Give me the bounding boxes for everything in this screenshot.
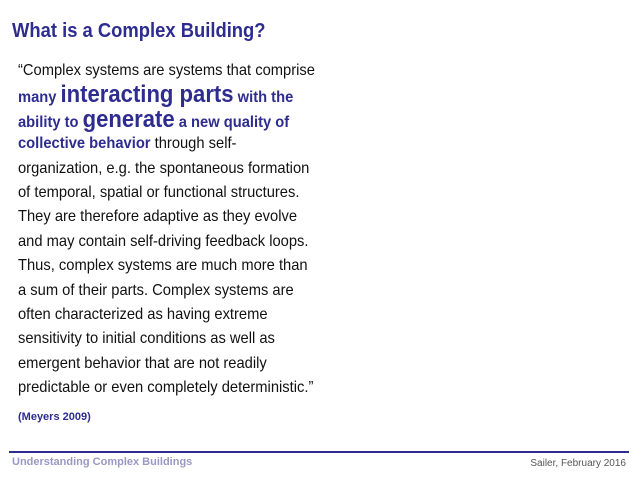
quote-line: and may contain self-driving feedback loops. <box>18 232 309 250</box>
slide-title: What is a Complex Building? <box>12 20 266 42</box>
quote-line <box>18 83 322 107</box>
emphasis-text: with the <box>237 89 294 107</box>
emphasis-large-text: interacting parts <box>60 81 234 109</box>
quote-line: sensitivity to initial conditions as well as <box>18 330 275 348</box>
quote-line: organization, e.g. the spontaneous formation <box>18 159 310 177</box>
citation: (Meyers 2009) <box>18 411 91 423</box>
footer-author-date: Sailer, February 2016 <box>530 458 626 469</box>
emphasis-large-text: generate <box>82 105 175 133</box>
quote-line <box>18 105 322 133</box>
emphasis-text: many <box>18 89 57 107</box>
footer-divider <box>9 451 629 453</box>
quote-line: of temporal, spatial or functional structures. <box>18 183 300 201</box>
quote-line: emergent behavior that are not readily <box>18 354 267 372</box>
quote-block <box>18 59 322 400</box>
emphasis-text: a new quality of <box>178 113 290 131</box>
quote-line: predictable or even completely deterministic.” <box>18 379 314 397</box>
quote-text: through self- <box>154 135 237 153</box>
quote-line: a sum of their parts. Complex systems are <box>18 281 294 299</box>
quote-line: They are therefore adaptive as they evolve <box>18 208 298 226</box>
emphasis-text: ability to <box>18 113 79 131</box>
footer-presentation-title: Understanding Complex Buildings <box>12 456 193 468</box>
quote-line: “Complex systems are systems that comprise <box>18 62 315 79</box>
emphasis-text: collective behavior <box>18 135 151 153</box>
quote-line: Thus, complex systems are much more than <box>18 257 308 275</box>
quote-line <box>18 132 322 156</box>
quote-line: often characterized as having extreme <box>18 305 268 323</box>
